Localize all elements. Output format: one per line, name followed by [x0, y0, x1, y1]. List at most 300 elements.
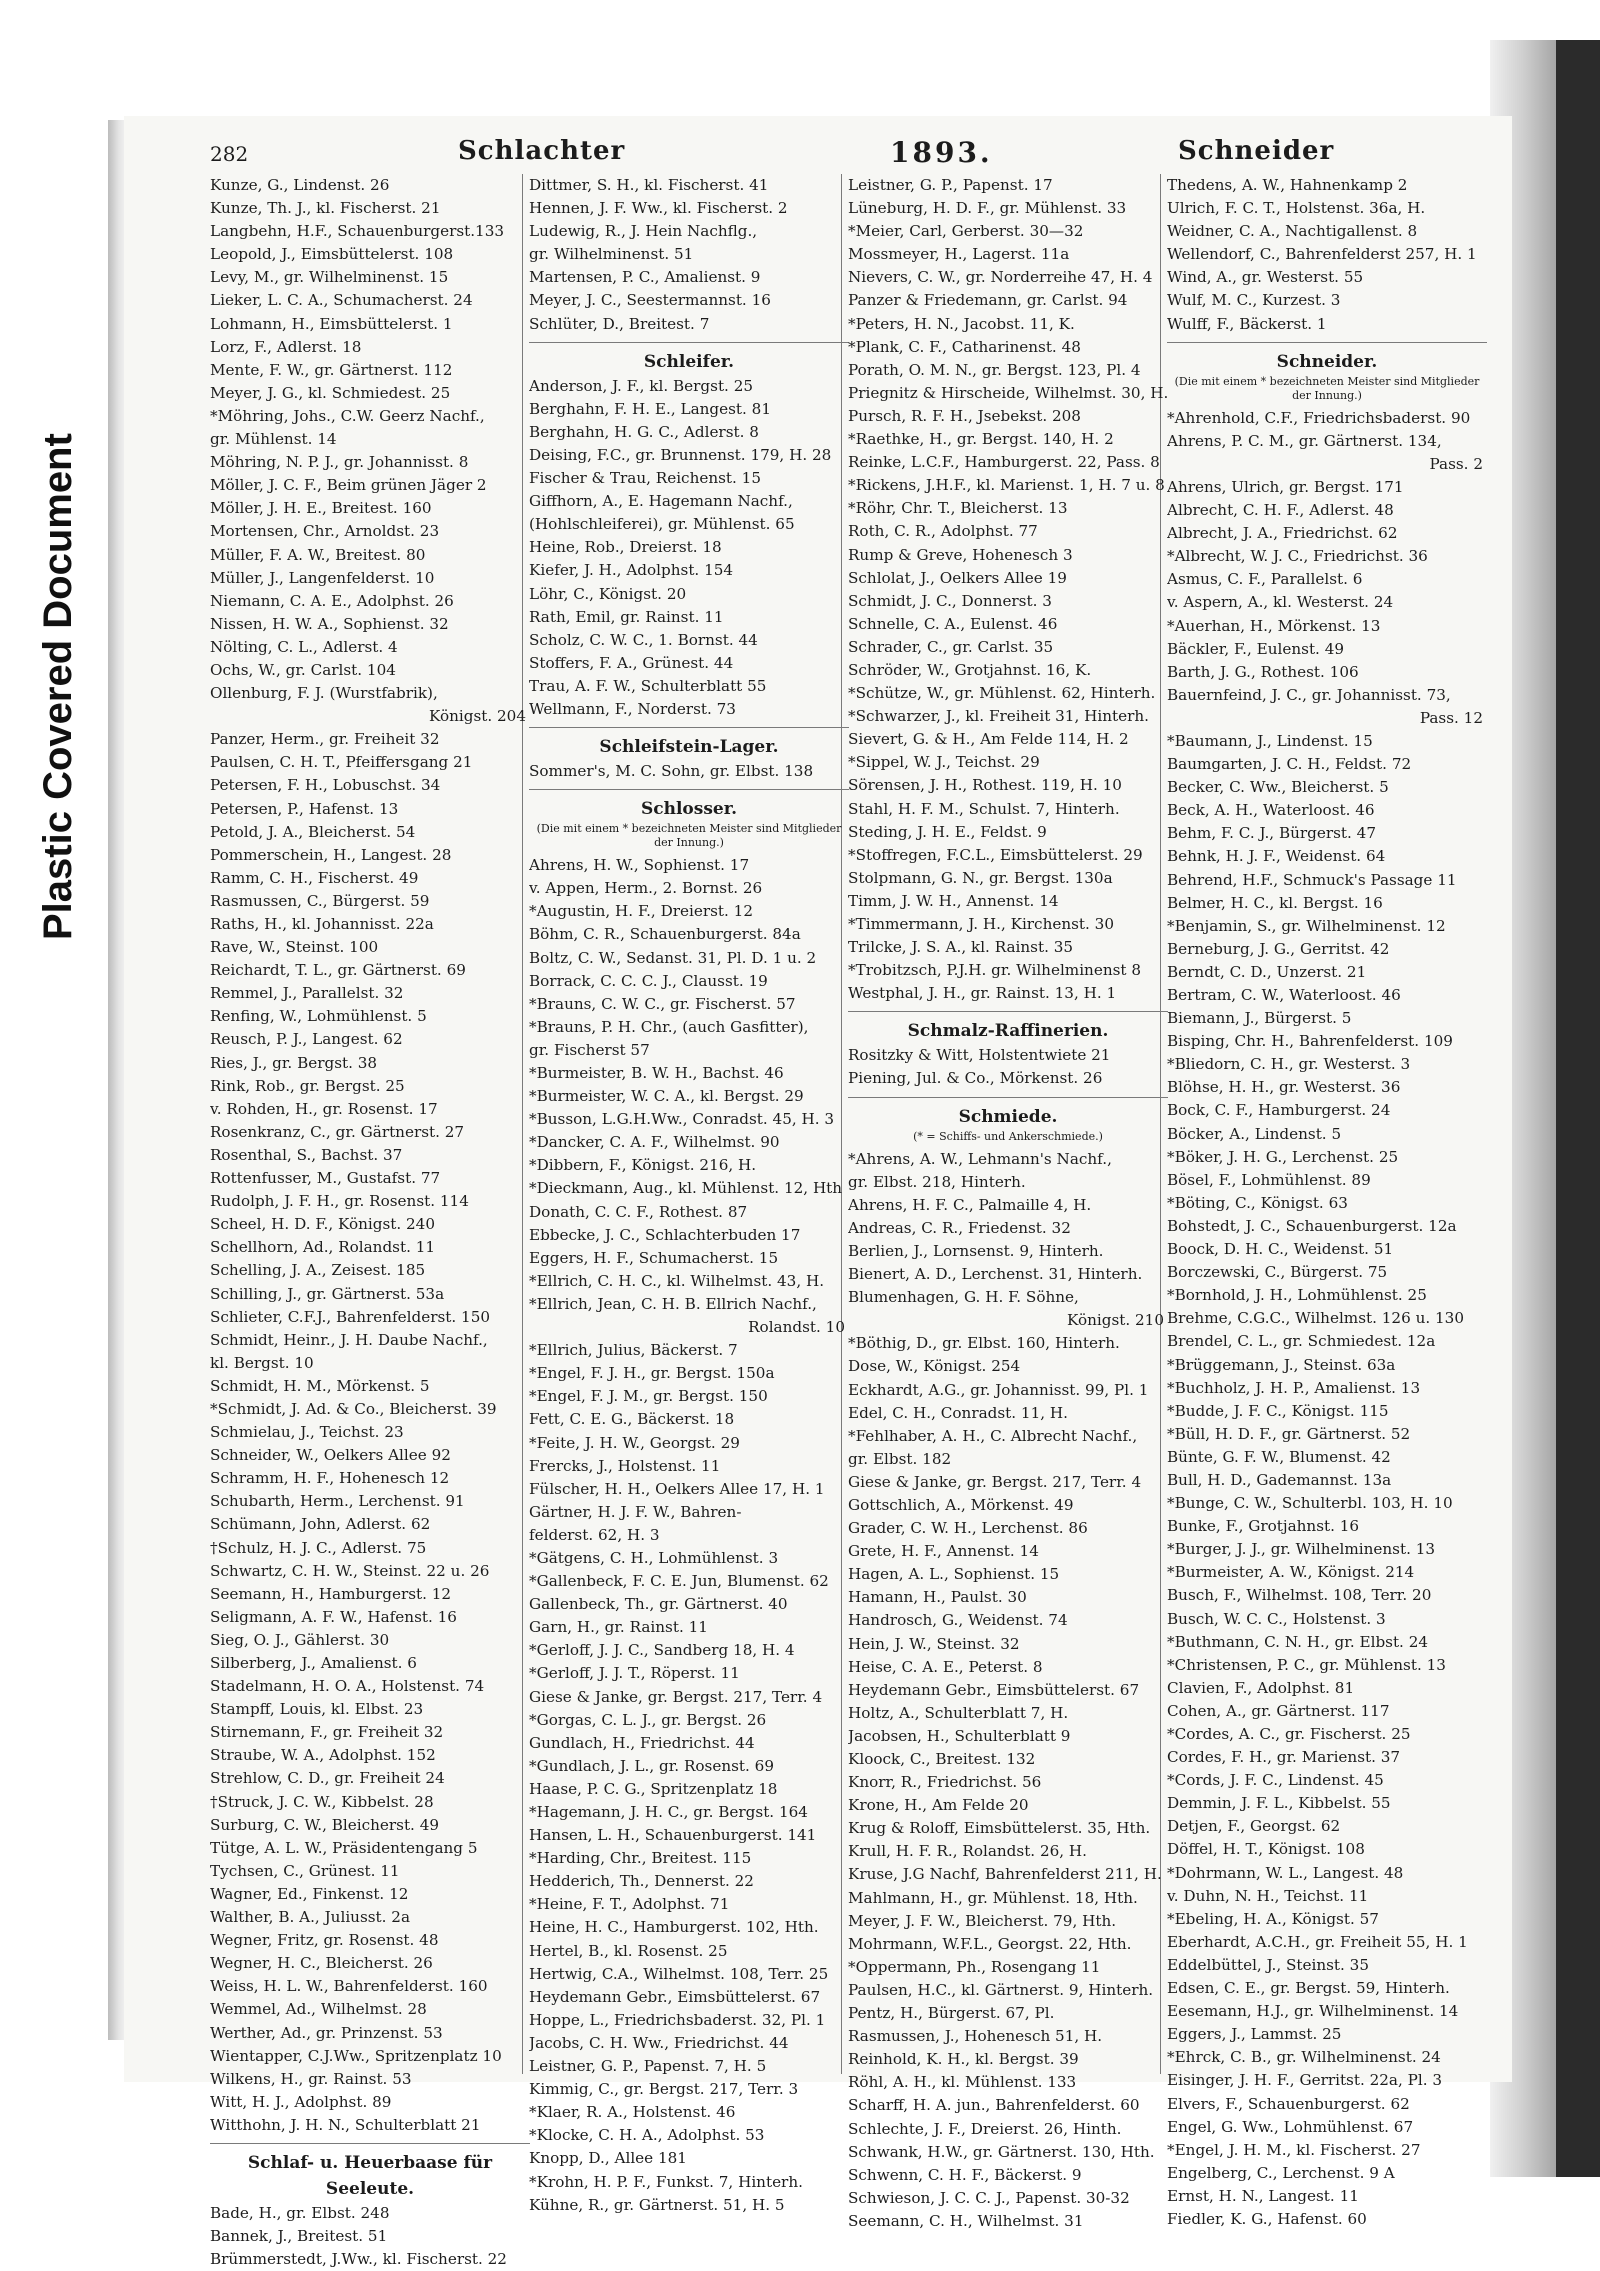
directory-entry: Wegner, H. C., Bleicherst. 26	[210, 1954, 433, 1973]
directory-entry: Hagen, A. L., Sophienst. 15	[848, 1565, 1060, 1584]
directory-entry: Ludewig, R., J. Hein Nachflg.,	[529, 222, 758, 241]
directory-entry: Krug & Roloff, Eimsbüttelerst. 35, Hth.	[848, 1819, 1151, 1838]
directory-entry: Tychsen, C., Grünest. 11	[210, 1861, 400, 1880]
directory-entry: Brendel, C. L., gr. Schmiedest. 12a	[1167, 1332, 1436, 1351]
directory-entry: *Engel, F. J. M., gr. Bergst. 150	[529, 1387, 768, 1406]
directory-entry: Sievert, G. & H., Am Felde 114, H. 2	[848, 730, 1129, 749]
directory-entry: Engel, G. Ww., Lohmühlenst. 67	[1167, 2117, 1414, 2136]
directory-entry: Ochs, W., gr. Carlst. 104	[210, 660, 396, 679]
directory-entry: Kühne, R., gr. Gärtnerst. 51, H. 5	[529, 2195, 785, 2214]
directory-entry: Albrecht, J. A., Friedrichst. 62	[1167, 524, 1398, 543]
directory-entry: Timm, J. W. H., Annenst. 14	[848, 891, 1059, 910]
directory-entry: Bertram, C. W., Waterloost. 46	[1167, 986, 1401, 1004]
directory-entry: Seemann, C. H., Wilhelmst. 31	[848, 2211, 1084, 2230]
directory-entry: *Engel, J. H. M., kl. Fischerst. 27	[1167, 2140, 1421, 2159]
directory-entry: *Röhr, Chr. T., Bleicherst. 13	[848, 499, 1068, 518]
directory-section	[529, 342, 849, 721]
directory-entry: Gallenbeck, Th., gr. Gärtnerst. 40	[529, 1595, 788, 1614]
directory-entry: *Ahrenhold, C.F., Friedrichsbaderst. 90	[1167, 408, 1471, 427]
directory-entry: Strehlow, C. D., gr. Freiheit 24	[210, 1769, 445, 1788]
directory-entry: Rump & Greve, Hohenesch 3	[848, 545, 1073, 564]
directory-entry: gr. Fischerst 57	[529, 1040, 650, 1059]
directory-entry: Heise, C. A. E., Peterst. 8	[848, 1657, 1043, 1676]
section-title: Schlosser.	[529, 789, 849, 822]
directory-entry: *Budde, J. F. C., Königst. 115	[1167, 1401, 1389, 1420]
directory-entry: Lorz, F., Adlerst. 18	[210, 337, 362, 356]
directory-entry: Sieg, O. J., Gählerst. 30	[210, 1630, 390, 1649]
directory-entry: Bannek, J., Breitest. 51	[210, 2227, 388, 2246]
directory-entry: Surburg, C. W., Bleicherst. 49	[210, 1815, 440, 1834]
directory-entry: Panzer & Friedemann, gr. Carlst. 94	[848, 291, 1128, 310]
directory-entry: Lohmann, H., Eimsbüttelerst. 1	[210, 314, 453, 333]
directory-entry: Straube, W. A., Adolphst. 152	[210, 1746, 436, 1765]
directory-entry: Donath, C. C. F., Rothest. 87	[529, 1202, 748, 1221]
directory-entry: Dittmer, S. H., kl. Fischerst. 41	[529, 176, 769, 194]
directory-entry: Fett, C. E. G., Bäckerst. 18	[529, 1410, 735, 1429]
directory-entry: Reichardt, T. L., gr. Gärtnerst. 69	[210, 961, 466, 980]
section-title: Schlaf- u. Heuerbaase für Seeleute.	[210, 2143, 530, 2202]
directory-entry: *Burmeister, B. W. H., Bachst. 46	[529, 1064, 784, 1082]
directory-entry: *Ehrck, C. B., gr. Wilhelminenst. 24	[1167, 2048, 1441, 2067]
directory-entry: Thedens, A. W., Hahnenkamp 2	[1167, 176, 1408, 194]
directory-entry: Jacobsen, H., Schulterblatt 9	[848, 1726, 1071, 1745]
directory-entry: Wellendorf, C., Bahrenfelderst 257, H. 1	[1167, 245, 1477, 264]
directory-entry: Petold, J. A., Bleicherst. 54	[210, 822, 416, 841]
directory-entry: Kunze, G., Lindenst. 26	[210, 176, 390, 194]
directory-entry: Bohstedt, J. C., Schauenburgerst. 12a	[1167, 1216, 1457, 1235]
directory-entry: Trilcke, J. S. A., kl. Rainst. 35	[848, 938, 1074, 957]
directory-entry: Weiss, H. L. W., Bahrenfelderst. 160	[210, 1977, 488, 1996]
directory-entry: Wemmel, Ad., Wilhelmst. 28	[210, 2000, 427, 2019]
directory-entry: Hoppe, L., Friedrichsbaderst. 32, Pl. 1	[529, 2010, 826, 2029]
directory-entry: Petersen, F. H., Lobuschst. 34	[210, 776, 441, 795]
directory-column-2	[529, 170, 849, 2217]
directory-entry: Stirnemann, F., gr. Freiheit 32	[210, 1723, 444, 1742]
directory-entry: Wind, A., gr. Westerst. 55	[1167, 268, 1364, 287]
directory-entry: Brümmerstedt, J.Ww., kl. Fischerst. 22	[210, 2250, 507, 2269]
directory-entry: Wulf, M. C., Kurzest. 3	[1167, 291, 1341, 310]
directory-entry: Wellmann, F., Norderst. 73	[529, 699, 736, 718]
directory-entry: Tütge, A. L. W., Präsidentengang 5	[210, 1838, 478, 1857]
directory-entry: Paulsen, H.C., kl. Gärtnerst. 9, Hinterh.	[848, 1980, 1154, 1999]
directory-entry: Ahrens, H. F. C., Palmaille 4, H.	[848, 1195, 1092, 1214]
directory-entry: Lieker, L. C. A., Schumacherst. 24	[210, 291, 473, 310]
directory-entry: Schwieson, J. C. C. J., Papenst. 30-32	[848, 2188, 1130, 2207]
directory-section	[1167, 174, 1487, 336]
directory-entry: *Albrecht, W. J. C., Friedrichst. 36	[1167, 547, 1428, 566]
directory-entry: *Raethke, H., gr. Bergst. 140, H. 2	[848, 430, 1114, 449]
directory-entry: *Schütze, W., gr. Mühlenst. 62, Hinterh.	[848, 684, 1156, 703]
directory-entry: Schlolat, J., Oelkers Allee 19	[848, 568, 1067, 587]
directory-entry: *Böting, C., Königst. 63	[1167, 1193, 1348, 1212]
directory-entry: Döffel, H. T., Königst. 108	[1167, 1840, 1365, 1859]
section-title: Schneider.	[1167, 342, 1487, 375]
directory-entry: Mahlmann, H., gr. Mühlenst. 18, Hth.	[848, 1888, 1138, 1907]
directory-entry: Hedderich, Th., Dennerst. 22	[529, 1872, 754, 1891]
directory-entry: Schilling, J., gr. Gärtnerst. 53a	[210, 1284, 445, 1303]
directory-entry: Möhring, N. P. J., gr. Johannisst. 8	[210, 453, 469, 472]
directory-entry: Cohen, A., gr. Gärtnerst. 117	[1167, 1701, 1390, 1720]
directory-entry: †Schulz, H. J. C., Adlerst. 75	[210, 1538, 427, 1557]
directory-entry: *Büll, H. D. F., gr. Gärtnerst. 52	[1167, 1424, 1411, 1443]
directory-entry: Löhr, C., Königst. 20	[529, 584, 687, 603]
section-note: (Die mit einem * bezeichneten Meister sind Mitglieder der Innung.)	[536, 822, 842, 850]
directory-entry: Niemann, C. A. E., Adolphst. 26	[210, 591, 454, 610]
directory-entry: Ahrens, Ulrich, gr. Bergst. 171	[1167, 477, 1404, 496]
directory-entry: Ernst, H. N., Langest. 11	[1167, 2186, 1359, 2205]
directory-entry: Kruse, J.G Nachf, Bahrenfelderst 211, H.	[848, 1865, 1162, 1884]
directory-entry: Edsen, C. E., gr. Bergst. 59, Hinterh.	[1167, 1979, 1450, 1998]
directory-entry: Hansen, L. H., Schauenburgerst. 141	[529, 1826, 817, 1845]
directory-entry: kl. Bergst. 10	[210, 1353, 314, 1372]
directory-entry: *Sippel, W. J., Teichst. 29	[848, 753, 1040, 772]
directory-entry: gr. Elbst. 218, Hinterh.	[848, 1172, 1026, 1191]
directory-entry: Böhm, C. R., Schauenburgerst. 84a	[529, 925, 801, 944]
directory-entry: Dose, W., Königst. 254	[848, 1357, 1021, 1376]
directory-entry: Holtz, A., Schulterblatt 7, H.	[848, 1703, 1069, 1722]
directory-entry: Detjen, F., Georgst. 62	[1167, 1817, 1341, 1836]
directory-entry: v. Aspern, A., kl. Westerst. 24	[1167, 593, 1394, 612]
directory-entry: Müller, F. A. W., Breitest. 80	[210, 545, 426, 564]
directory-entry: Heine, Rob., Dreierst. 18	[529, 538, 722, 557]
directory-entry: *Klaer, R. A., Holstenst. 46	[529, 2103, 736, 2122]
directory-entry: *Brauns, P. H. Chr., (auch Gasfitter),	[529, 1017, 809, 1036]
directory-section	[848, 1097, 1168, 2233]
directory-entry: Nölting, C. L., Adlerst. 4	[210, 637, 398, 656]
directory-entry: Sörensen, J. H., Rothest. 119, H. 10	[848, 776, 1122, 795]
directory-section	[529, 789, 849, 2217]
directory-entry: Mente, F. W., gr. Gärtnerst. 112	[210, 360, 453, 379]
section-title: Schmalz-Raffinerien.	[848, 1011, 1168, 1044]
directory-entry: Böcker, A., Lindenst. 5	[1167, 1124, 1342, 1143]
directory-entry: Rasmussen, C., Bürgerst. 59	[210, 891, 430, 910]
directory-entry: *Bornhold, J. H., Lohmühlenst. 25	[1167, 1286, 1427, 1305]
directory-entry: *Dieckmann, Aug., kl. Mühlenst. 12, Hth	[529, 1179, 843, 1198]
directory-entry: Hein, J. W., Steinst. 32	[848, 1634, 1020, 1653]
directory-entry: Borczewski, C., Bürgerst. 75	[1167, 1263, 1388, 1282]
directory-entry: Schröder, W., Grotjahnst. 16, K.	[848, 660, 1092, 679]
directory-entry: Hertel, B., kl. Rosenst. 25	[529, 1941, 728, 1960]
directory-entry: Pass. 2	[1429, 454, 1483, 473]
directory-entry: Fülscher, H. H., Oelkers Allee 17, H. 1	[529, 1479, 825, 1498]
directory-entry: *Ahrens, A. W., Lehmann's Nachf.,	[848, 1149, 1112, 1168]
directory-entry: Eggers, H. F., Schumacherst. 15	[529, 1248, 779, 1267]
directory-entry: Ahrens, H. W., Sophienst. 17	[529, 856, 750, 875]
directory-entry: Wientapper, C.J.Ww., Spritzenplatz 10	[210, 2046, 502, 2065]
directory-entry: Pommerschein, H., Langest. 28	[210, 845, 452, 864]
directory-entry: Langbehn, H.F., Schauenburgerst.133	[210, 222, 505, 241]
directory-entry: Deising, F.C., gr. Brunnenst. 179, H. 28	[529, 445, 832, 464]
directory-entry: Reinke, L.C.F., Hamburgerst. 22, Pass. 8	[848, 453, 1160, 472]
directory-entry: Busch, F., Wilhelmst. 108, Terr. 20	[1167, 1586, 1432, 1605]
directory-entry: Berneburg, J. G., Gerritst. 42	[1167, 939, 1390, 958]
section-title: Schleifer.	[529, 342, 849, 375]
directory-entry: *Rickens, J.H.F., kl. Marienst. 1, H. 7 u. 8	[848, 476, 1165, 495]
directory-entry: *Schmidt, J. Ad. & Co., Bleicherst. 39	[210, 1399, 497, 1418]
directory-entry: Bauernfeind, J. C., gr. Johannisst. 73,	[1167, 685, 1451, 704]
directory-entry: Trau, A. F. W., Schulterblatt 55	[529, 676, 767, 695]
directory-entry: gr. Mühlenst. 14	[210, 430, 337, 449]
directory-entry: Ollenburg, F. J. (Wurstfabrik),	[210, 684, 438, 703]
directory-entry: Berlien, J., Lornsenst. 9, Hinterh.	[848, 1241, 1104, 1260]
directory-entry: Eckhardt, A.G., gr. Johannisst. 99, Pl. 1	[848, 1380, 1149, 1399]
directory-entry: *Gerloff, J. J. C., Sandberg 18, H. 4	[529, 1641, 795, 1660]
directory-entry: Bade, H., gr. Elbst. 248	[210, 2203, 390, 2222]
directory-entry: Frercks, J., Holstenst. 11	[529, 1456, 721, 1475]
directory-section	[529, 727, 849, 783]
directory-entry: Rosenthal, S., Bachst. 37	[210, 1145, 403, 1164]
directory-entry: Schnelle, C. A., Eulenst. 46	[848, 614, 1058, 633]
directory-entry: Paulsen, C. H. T., Pfeiffersgang 21	[210, 753, 473, 772]
directory-entry: Levy, M., gr. Wilhelminenst. 15	[210, 268, 449, 287]
directory-entry: Leistner, G. P., Papenst. 17	[848, 176, 1053, 194]
directory-entry: Rasmussen, J., Hohenesch 51, H.	[848, 2027, 1103, 2046]
directory-entry: Seligmann, A. F. W., Hafenst. 16	[210, 1607, 457, 1626]
directory-entry: Bienert, A. D., Lerchenst. 31, Hinterh.	[848, 1265, 1143, 1284]
directory-entry: Schlüter, D., Breitest. 7	[529, 314, 710, 333]
directory-entry: Sommer's, M. C. Sohn, gr. Elbst. 138	[529, 762, 814, 781]
directory-entry: Piening, Jul. & Co., Mörkenst. 26	[848, 1069, 1103, 1088]
directory-entry: Schwank, H.W., gr. Gärtnerst. 130, Hth.	[848, 2142, 1155, 2161]
directory-entry: Krone, H., Am Felde 20	[848, 1796, 1029, 1815]
directory-entry: Panzer, Herm., gr. Freiheit 32	[210, 730, 440, 749]
directory-entry: *Dibbern, F., Königst. 216, H.	[529, 1156, 757, 1175]
directory-entry: Rink, Rob., gr. Bergst. 25	[210, 1076, 405, 1095]
directory-entry: *Baumann, J., Lindenst. 15	[1167, 731, 1373, 750]
section-note: (Die mit einem * bezeichneten Meister sind Mitglieder der Innung.)	[1174, 374, 1480, 402]
directory-entry: Bünte, G. F. W., Blumenst. 42	[1167, 1447, 1391, 1466]
directory-section	[848, 174, 1168, 1005]
directory-entry: Eesemann, H.J., gr. Wilhelminenst. 14	[1167, 2002, 1459, 2021]
directory-entry: Hamann, H., Paulst. 30	[848, 1588, 1027, 1607]
directory-entry: Renfing, W., Lohmühlenst. 5	[210, 1007, 427, 1026]
directory-entry: Lüneburg, H. D. F., gr. Mühlenst. 33	[848, 199, 1127, 218]
directory-entry: Baumgarten, J. C. H., Feldst. 72	[1167, 755, 1412, 774]
directory-entry: Demmin, J. F. L., Kibbelst. 55	[1167, 1794, 1391, 1813]
directory-entry: *Auerhan, H., Mörkenst. 13	[1167, 616, 1381, 635]
directory-entry: *Trobitzsch, P.J.H. gr. Wilhelminenst 8	[848, 961, 1141, 980]
directory-entry: Blöhse, H. H., gr. Westerst. 36	[1167, 1078, 1401, 1097]
directory-entry: Edel, C. H., Conradst. 11, H.	[848, 1403, 1068, 1422]
directory-entry: Busch, W. C. C., Holstenst. 3	[1167, 1609, 1386, 1628]
directory-entry: Fiedler, K. G., Hafenst. 60	[1167, 2209, 1367, 2228]
section-title: Schmiede.	[848, 1097, 1168, 1130]
directory-entry: Martensen, P. C., Amalienst. 9	[529, 268, 761, 287]
directory-entry: Pentz, H., Bürgerst. 67, Pl.	[848, 2004, 1055, 2023]
directory-entry: Seemann, H., Hamburgerst. 12	[210, 1584, 452, 1603]
directory-entry: Schmielau, J., Teichst. 23	[210, 1423, 404, 1442]
directory-entry: Engelberg, C., Lerchenst. 9 A	[1167, 2163, 1395, 2182]
directory-entry: Wegner, Fritz, gr. Rosenst. 48	[210, 1931, 439, 1950]
directory-column-1	[210, 170, 530, 2271]
directory-entry: Nievers, C. W., gr. Norderreihe 47, H. 4	[848, 268, 1153, 287]
directory-entry: Pass. 12	[1419, 708, 1483, 727]
directory-entry: *Gallenbeck, F. C. E. Jun, Blumenst. 62	[529, 1572, 829, 1591]
directory-entry: *Ellrich, Julius, Bäckerst. 7	[529, 1341, 738, 1360]
directory-entry: Eisinger, J. H. F., Gerritst. 22a, Pl. 3	[1167, 2071, 1443, 2090]
directory-entry: *Brüggemann, J., Steinst. 63a	[1167, 1355, 1396, 1374]
directory-entry: *Gerloff, J. J. T., Röperst. 11	[529, 1664, 740, 1683]
directory-entry: Gottschlich, A., Mörkenst. 49	[848, 1495, 1074, 1514]
directory-entry: *Cords, J. F. C., Lindenst. 45	[1167, 1771, 1384, 1790]
directory-entry: *Oppermann, Ph., Rosengang 11	[848, 1957, 1101, 1976]
directory-entry: *Plank, C. F., Catharinenst. 48	[848, 337, 1081, 356]
directory-entry: *Hagemann, J. H. C., gr. Bergst. 164	[529, 1803, 808, 1821]
directory-entry: *Augustin, H. F., Dreierst. 12	[529, 902, 753, 921]
directory-section	[848, 1011, 1168, 1090]
directory-entry: Silberberg, J., Amalienst. 6	[210, 1654, 417, 1672]
directory-entry: gr. Wilhelminenst. 51	[529, 245, 694, 264]
directory-entry: Wagner, Ed., Finkenst. 12	[210, 1884, 409, 1903]
directory-entry: Walther, B. A., Juliusst. 2a	[210, 1908, 411, 1927]
directory-entry: Bisping, Chr. H., Bahrenfelderst. 109	[1167, 1032, 1453, 1051]
directory-entry: *Ellrich, Jean, C. H. B. Ellrich Nachf.,	[529, 1294, 817, 1313]
directory-entry: *Gorgas, C. L. J., gr. Bergst. 26	[529, 1710, 767, 1729]
directory-entry: Röhl, A. H., kl. Mühlenst. 133	[848, 2073, 1077, 2092]
directory-entry: Ries, J., gr. Bergst. 38	[210, 1053, 378, 1072]
directory-entry: Schellhorn, Ad., Rolandst. 11	[210, 1238, 436, 1257]
directory-entry: Schmidt, Heinr., J. H. Daube Nachf.,	[210, 1330, 488, 1349]
directory-entry: Heydemann Gebr., Eimsbüttelerst. 67	[848, 1680, 1140, 1699]
directory-entry: Hertwig, C.A., Wilhelmst. 108, Terr. 25	[529, 1964, 829, 1983]
directory-entry: Wulff, F., Bäckerst. 1	[1167, 314, 1327, 333]
directory-entry: Roth, C. R., Adolphst. 77	[848, 522, 1038, 541]
directory-entry: Stadelmann, H. O. A., Holstenst. 74	[210, 1677, 485, 1696]
directory-entry: *Christensen, P. C., gr. Mühlenst. 13	[1167, 1655, 1446, 1674]
directory-entry: Mohrmann, W.F.L., Georgst. 22, Hth.	[848, 1934, 1132, 1953]
directory-entry: Borrack, C. C. C. J., Clausst. 19	[529, 971, 768, 990]
directory-entry: Clavien, F., Adolphst. 81	[1167, 1678, 1355, 1697]
directory-entry: Grader, C. W. H., Lerchenst. 86	[848, 1519, 1088, 1538]
directory-entry: *Feite, J. H. W., Georgst. 29	[529, 1433, 740, 1452]
directory-entry: Reusch, P. J., Langest. 62	[210, 1030, 403, 1049]
directory-entry: *Benjamin, S., gr. Wilhelminenst. 12	[1167, 916, 1446, 935]
directory-entry: *Schwarzer, J., kl. Freiheit 31, Hinterh.	[848, 707, 1149, 726]
directory-entry: Barth, J. G., Rothest. 106	[1167, 662, 1359, 681]
directory-entry: Eddelbüttel, J., Steinst. 35	[1167, 1955, 1369, 1974]
directory-entry: Stolpmann, G. N., gr. Bergst. 130a	[848, 868, 1113, 887]
directory-entry: *Buthmann, C. N. H., gr. Elbst. 24	[1167, 1632, 1429, 1651]
directory-entry: *Dancker, C. A. F., Wilhelmst. 90	[529, 1133, 780, 1152]
directory-entry: Brehme, C.G.C., Wilhelmst. 126 u. 130	[1167, 1309, 1465, 1328]
directory-entry: Meyer, J. G., kl. Schmiedest. 25	[210, 383, 451, 402]
directory-entry: Witthohn, J. H. N., Schulterblatt 21	[210, 2115, 481, 2134]
directory-entry: *Burmeister, A. W., Königst. 214	[1167, 1563, 1415, 1582]
directory-entry: *Bliedorn, C. H., gr. Westerst. 3	[1167, 1055, 1411, 1074]
directory-entry: *Böker, J. H. G., Lerchenst. 25	[1167, 1147, 1399, 1166]
directory-entry: Kiefer, J. H., Adolphst. 154	[529, 561, 734, 580]
directory-entry: Rath, Emil, gr. Rainst. 11	[529, 607, 724, 626]
directory-entry: Möller, J. C. F., Beim grünen Jäger 2	[210, 476, 487, 495]
directory-entry: Witt, H. J., Adolphst. 89	[210, 2092, 392, 2111]
directory-entry: *Böthig, D., gr. Elbst. 160, Hinterh.	[848, 1334, 1120, 1353]
scan-right-strip	[1556, 40, 1600, 2177]
directory-entry: Ramm, C. H., Fischerst. 49	[210, 868, 419, 887]
directory-entry: Behnk, H. J. F., Weidenst. 64	[1167, 847, 1386, 866]
directory-entry: (Hohlschleiferei), gr. Mühlenst. 65	[529, 515, 795, 534]
directory-entry: *Ebeling, H. A., Königst. 57	[1167, 1909, 1379, 1928]
directory-section	[210, 2143, 530, 2271]
directory-entry: gr. Elbst. 182	[848, 1449, 952, 1468]
directory-entry: Scholz, C. W. C., 1. Bornst. 44	[529, 630, 758, 649]
directory-entry: Raths, H., kl. Johannisst. 22a	[210, 915, 434, 933]
directory-entry: Ulrich, F. C. T., Holstenst. 36a, H.	[1167, 199, 1426, 218]
directory-entry: *Fehlhaber, A. H., C. Albrecht Nachf.,	[848, 1426, 1138, 1445]
directory-entry: Leopold, J., Eimsbüttelerst. 108	[210, 245, 454, 264]
directory-entry: Reinhold, K. H., kl. Bergst. 39	[848, 2050, 1079, 2069]
directory-section	[1167, 342, 1487, 2231]
directory-entry: Bull, H. D., Gademannst. 13a	[1167, 1470, 1392, 1489]
directory-entry: Königst. 204	[429, 707, 526, 726]
directory-entry: Eggers, J., Lammst. 25	[1167, 2025, 1342, 2044]
directory-entry: Giffhorn, A., E. Hagemann Nachf.,	[529, 492, 793, 511]
directory-entry: Bösel, F., Lohmühlenst. 89	[1167, 1170, 1371, 1189]
directory-page	[124, 116, 1512, 2269]
directory-entry: Boltz, C. W., Sedanst. 31, Pl. D. 1 u. 2	[529, 948, 817, 967]
directory-entry: *Bunge, C. W., Schulterbl. 103, H. 10	[1167, 1494, 1453, 1513]
header-left-word: Schlachter	[458, 136, 626, 166]
directory-entry: *Meier, Carl, Gerberst. 30—32	[848, 222, 1084, 241]
directory-entry: Rositzky & Witt, Holstentwiete 21	[848, 1046, 1111, 1065]
directory-entry: Rottenfusser, M., Gustafst. 77	[210, 1169, 441, 1188]
directory-entry: Müller, J., Langenfelderst. 10	[210, 568, 435, 587]
directory-entry: *Dohrmann, W. L., Langest. 48	[1167, 1863, 1404, 1882]
directory-entry: Blumenhagen, G. H. F. Söhne,	[848, 1288, 1079, 1307]
directory-entry: Möller, J. H. E., Breitest. 160	[210, 499, 432, 518]
directory-entry: Schelling, J. A., Zeisest. 185	[210, 1261, 426, 1280]
directory-entry: Boock, D. H. C., Weidenst. 51	[1167, 1240, 1394, 1259]
directory-entry: *Brauns, C. W. C., gr. Fischerst. 57	[529, 994, 796, 1013]
directory-entry: Remmel, J., Parallelst. 32	[210, 984, 404, 1003]
directory-entry: *Gundlach, J. L., gr. Rosenst. 69	[529, 1756, 774, 1775]
directory-entry: Meyer, J. C., Seestermannst. 16	[529, 291, 771, 310]
directory-entry: *Busson, L.G.H.Ww., Conradst. 45, H. 3	[529, 1110, 835, 1129]
directory-entry: Schümann, John, Adlerst. 62	[210, 1515, 431, 1534]
directory-entry: Heydemann Gebr., Eimsbüttelerst. 67	[529, 1987, 821, 2006]
directory-entry: *Burmeister, W. C. A., kl. Bergst. 29	[529, 1087, 804, 1106]
directory-entry: Berghahn, F. H. E., Langest. 81	[529, 399, 771, 418]
directory-entry: *Heine, F. T., Adolphst. 71	[529, 1895, 730, 1914]
directory-entry: *Buchholz, J. H. P., Amalienst. 13	[1167, 1378, 1421, 1397]
directory-entry: Krull, H. F. R., Rolandst. 26, H.	[848, 1842, 1088, 1861]
header-year: 1893.	[890, 136, 993, 169]
directory-entry: Asmus, C. F., Parallelst. 6	[1167, 570, 1363, 589]
directory-entry: *Peters, H. N., Jacobst. 11, K.	[848, 314, 1075, 333]
directory-entry: Jacobs, C. H. Ww., Friedrichst. 44	[529, 2033, 789, 2052]
directory-entry: Cordes, F. H., gr. Marienst. 37	[1167, 1748, 1401, 1767]
directory-entry: Anderson, J. F., kl. Bergst. 25	[529, 376, 754, 395]
directory-entry: Schwenn, C. H. F., Bäckerst. 9	[848, 2165, 1082, 2184]
directory-entry: Heine, H. C., Hamburgerst. 102, Hth.	[529, 1918, 819, 1937]
directory-entry: Haase, P. C. G., Spritzenplatz 18	[529, 1779, 778, 1798]
directory-entry: Priegnitz & Hirscheide, Wilhelmst. 30, H.	[848, 383, 1168, 402]
directory-entry: Porath, O. M. N., gr. Bergst. 123, Pl. 4	[848, 360, 1141, 379]
directory-entry: *Burger, J. J., gr. Wilhelminenst. 13	[1167, 1540, 1436, 1559]
directory-entry: Schwartz, C. H. W., Steinst. 22 u. 26	[210, 1561, 490, 1580]
directory-entry: Gundlach, H., Friedrichst. 44	[529, 1733, 755, 1752]
directory-entry: Knorr, R., Friedrichst. 56	[848, 1773, 1042, 1792]
directory-entry: Bunke, F., Grotjahnst. 16	[1167, 1517, 1360, 1536]
directory-entry: Kloock, C., Breitest. 132	[848, 1750, 1036, 1768]
directory-entry: Behrend, H.F., Schmuck's Passage 11	[1167, 870, 1457, 889]
directory-entry: Petersen, P., Hafenst. 13	[210, 799, 399, 818]
directory-entry: felderst. 62, H. 3	[529, 1525, 660, 1544]
directory-section	[529, 174, 849, 336]
directory-entry: Belmer, H. C., kl. Bergst. 16	[1167, 893, 1383, 912]
section-title: Schleifstein-Lager.	[529, 727, 849, 760]
directory-entry: Bäckler, F., Eulenst. 49	[1167, 639, 1345, 658]
directory-entry: Schneider, W., Oelkers Allee 92	[210, 1446, 451, 1465]
